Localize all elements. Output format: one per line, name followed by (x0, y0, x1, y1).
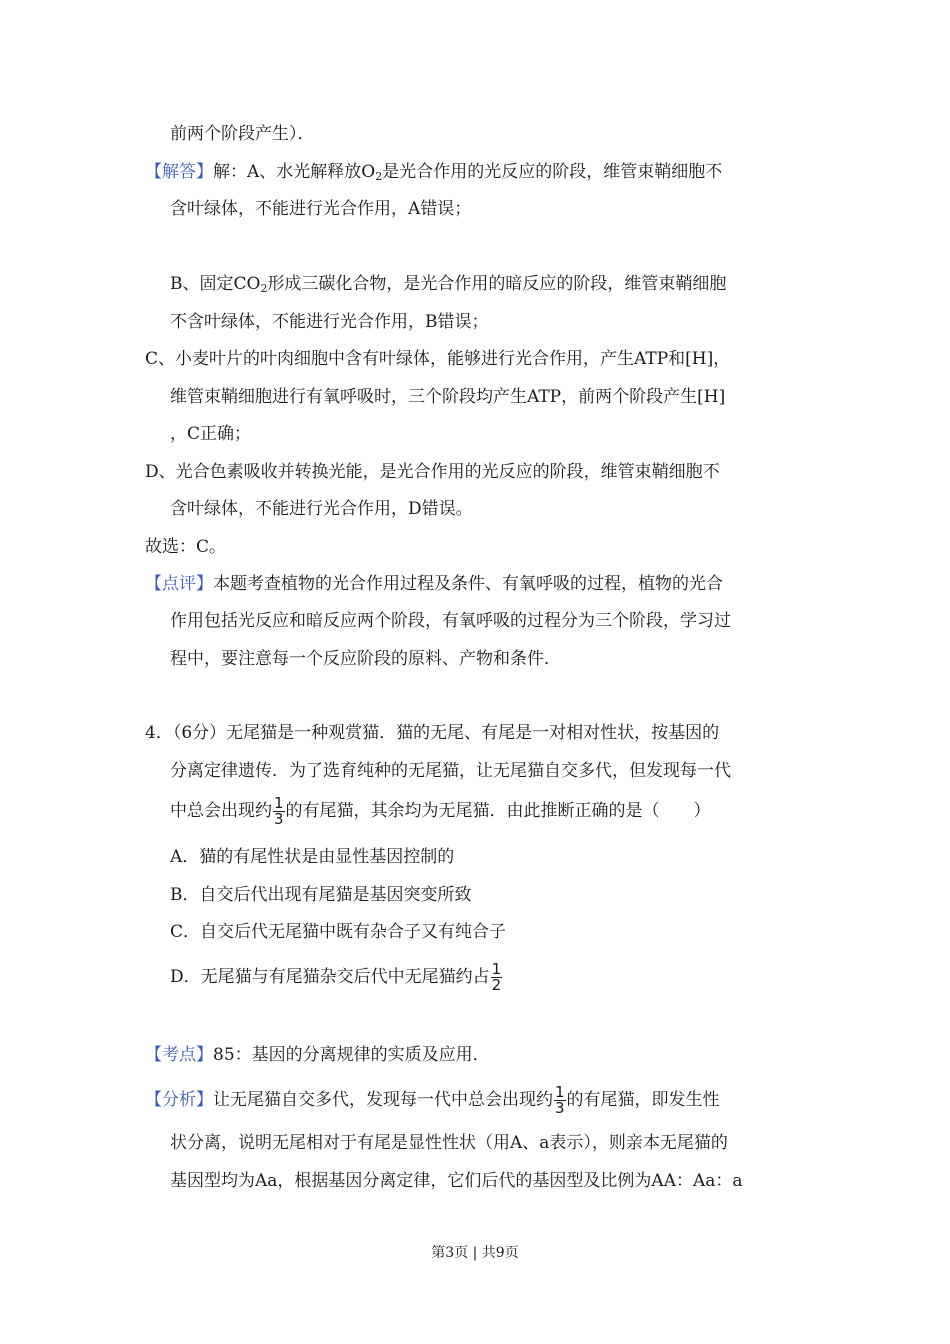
q4-option-d (170, 962, 503, 993)
fenxi-line1-pre: 让无尾猫自交多代，发现每一代中总会出现约 (213, 1090, 553, 1110)
jieda-b-sub: 2 (260, 282, 268, 295)
fenxi-line1-post: 的有尾猫，即发生性 (566, 1090, 720, 1110)
jieda-line-a (145, 160, 722, 184)
jieda-b-cont: 不含叶绿体，不能进行光合作用，B错误； (170, 312, 489, 332)
q4-option-b: B．自交后代出现有尾猫是基因突变所致 (170, 885, 472, 905)
fenxi-tag: 【分析】 (145, 1090, 213, 1110)
jieda-a-cont: 含叶绿体，不能进行光合作用，A错误； (170, 199, 472, 219)
kaodian-line (145, 1043, 490, 1067)
jieda-b-pre: B、固定CO (170, 274, 261, 294)
jieda-d-line2: 含叶绿体，不能进行光合作用，D错误。 (170, 499, 473, 519)
q4-line1: 4．（6分）无尾猫是一种观赏猫．猫的无尾、有尾是一对相对性状，按基因的 (145, 723, 720, 743)
fraction-denominator: 3 (274, 810, 284, 828)
dianping-text1: 本题考查植物的光合作用过程及条件、有氧呼吸的过程，植物的光合 (213, 574, 723, 594)
jieda-d-line1: D、光合色素吸收并转换光能，是光合作用的光反应的阶段，维管束鞘细胞不 (145, 462, 720, 482)
kaodian-tag: 【考点】 (145, 1045, 213, 1065)
fenxi-line2: 状分离，说明无尾相对于有尾是显性性状（用A、a表示），则亲本无尾猫的 (170, 1133, 728, 1153)
fraction-denominator: 3 (555, 1099, 565, 1117)
kaodian-text: 85：基因的分离规律的实质及应用． (213, 1045, 490, 1065)
fenxi-line1 (145, 1085, 720, 1116)
jieda-a-sub: 2 (375, 170, 383, 183)
dianping-tag: 【点评】 (145, 574, 213, 594)
fenxi-line3: 基因型均为Aa，根据基因分离定律，它们后代的基因型及比例为AA：Aa：a (170, 1171, 743, 1191)
q4-option-d-pre: D．无尾猫与有尾猫杂交后代中无尾猫约占 (170, 967, 490, 987)
jieda-line-b (170, 272, 726, 296)
jieda-b-post: 形成三碳化合物，是光合作用的暗反应的阶段，维管束鞘细胞 (267, 274, 727, 294)
jieda-c-line1: C、小麦叶片的叶肉细胞中含有叶绿体，能够进行光合作用，产生ATP和[H]， (145, 349, 731, 369)
jieda-tag: 【解答】 (145, 162, 213, 182)
q4-line3-post: 的有尾猫，其余均为无尾猫．由此推断正确的是（ ） (285, 801, 711, 821)
fraction-one-half (491, 962, 503, 993)
dianping-line1 (145, 572, 723, 596)
q4-line2: 分离定律遗传．为了选育纯种的无尾猫，让无尾猫自交多代，但发现每一代 (170, 761, 731, 781)
fraction-numerator: 1 (555, 1083, 565, 1101)
fraction-one-third (554, 1085, 566, 1116)
dianping-line2: 作用包括光反应和暗反应两个阶段，有氧呼吸的过程分为三个阶段，学习过 (170, 611, 731, 631)
fraction-numerator: 1 (491, 960, 502, 978)
q4-option-c: C．自交后代无尾猫中既有杂合子又有纯合子 (170, 922, 507, 942)
jieda-a-post: 是光合作用的光反应的阶段，维管束鞘细胞不 (382, 162, 723, 182)
fraction-denominator: 2 (491, 976, 502, 994)
q4-line3 (170, 796, 711, 827)
jieda-a-pre: 解：A、水光解释放O (213, 162, 376, 182)
fraction-numerator: 1 (274, 794, 284, 812)
prev-continuation: 前两个阶段产生）． (170, 124, 315, 144)
answer-line: 故选：C。 (145, 537, 227, 557)
q4-line3-pre: 中总会出现约 (170, 801, 272, 821)
jieda-c-line2: 维管束鞘细胞进行有氧呼吸时，三个阶段均产生ATP，前两个阶段产生[H] (170, 387, 726, 407)
page-footer: 第3页 | 共9页 (431, 1245, 519, 1261)
jieda-c-line3: ，C正确； (170, 424, 252, 444)
fraction-one-third (273, 796, 285, 827)
q4-option-a: A．猫的有尾性状是由显性基因控制的 (170, 847, 455, 867)
dianping-line3: 程中，要注意每一个反应阶段的原料、产物和条件． (170, 649, 561, 669)
